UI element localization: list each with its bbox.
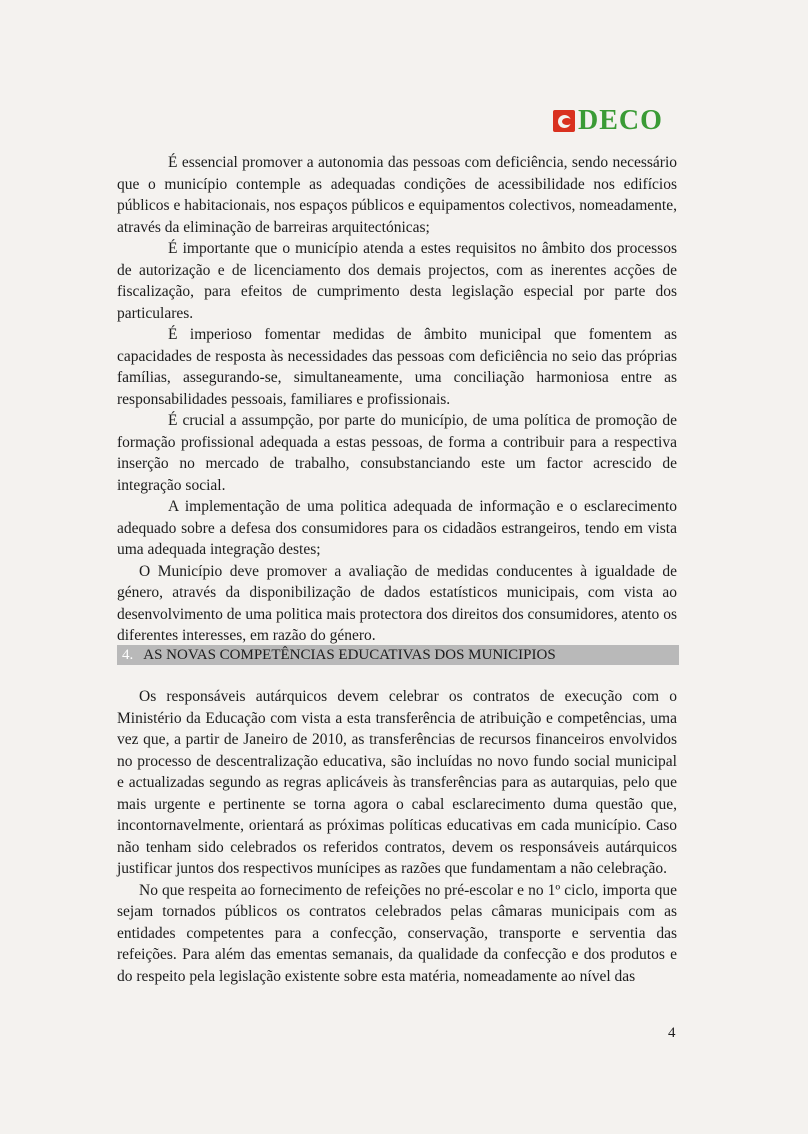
paragraph: No que respeita ao fornecimento de refeições no pré-escolar e no 1º ciclo, importa que sejam tornados públicos os contratos celebrados pelas câmaras municipais com as entidades competentes para a confecção, conservação, transporte e serventia das refeições. Para além das ementas semanais, da qualidade da confecção e dos produtos e do respeito pela legislação existente sobre esta matéria, nomeadamente ao nível das (117, 881, 677, 985)
paragraph: O Município deve promover a avaliação de medidas conducentes à igualdade de género, através da disponibilização de dados estatísticos municipais, com vista ao desenvolvimento de uma politica mais protectora dos direitos dos consumidores, atento os diferentes interesses, em razão do género. (117, 562, 677, 644)
paragraph: Os responsáveis autárquicos devem celebrar os contratos de execução com o Ministério da Educação com vista a esta transferência de atribuição e competências, uma vez que, a partir de Janeiro de 2010, as transferências de recursos financeiros envolvidos no processo de descentralização educativa, são incluídas no novo fundo social municipal e actualizadas segundo as regras aplicáveis às transferências para as autarquias, pelo que mais urgente e pertinente se torna agora o cabal esclarecimento duma questão que, incontornavelmente, orientará as próximas políticas educativas em cada município. Caso não tenham sido celebrados os referidos contratos, devem os responsáveis autárquicos justificar juntos dos respectivos munícipes as razões que fundamentam a não celebração. (117, 688, 677, 877)
section-accessibility-text (117, 152, 677, 647)
deco-logo-text: DECO (578, 105, 663, 136)
paragraph: É importante que o município atenda a estes requisitos no âmbito dos processos de autorização e de licenciamento dos demais projectos, com as inerentes acções de fiscalização, para efeitos de cumprimento desta legislação especial por parte dos particulares. (117, 240, 677, 322)
deco-logo-icon (553, 110, 575, 132)
page-number: 4 (668, 1025, 676, 1041)
section-heading-title: AS NOVAS COMPETÊNCIAS EDUCATIVAS DOS MUNICIPIOS (143, 647, 556, 663)
section-education-text (117, 686, 677, 987)
deco-logo (553, 107, 663, 135)
paragraph: É crucial a assumpção, por parte do município, de uma política de promoção de formação profissional adequada a estas pessoas, de forma a contribuir para a respectiva inserção no mercado de trabalho, consubstanciando este um factor acrescido de integração social. (117, 412, 677, 494)
paragraph: A implementação de uma politica adequada de informação e o esclarecimento adequado sobre a defesa dos consumidores para os cidadãos estrangeiros, tendo em vista uma adequada integração destes; (117, 498, 677, 558)
section-heading-number: 4. (122, 647, 134, 663)
section-heading (117, 645, 679, 665)
paragraph: É imperioso fomentar medidas de âmbito municipal que fomentem as capacidades de resposta às necessidades das pessoas com deficiência no seio das próprias famílias, assegurando-se, simultaneamente, uma conciliação harmoniosa entre as responsabilidades pessoais, familiares e profissionais. (117, 326, 677, 408)
paragraph: É essencial promover a autonomia das pessoas com deficiência, sendo necessário que o município contemple as adequadas condições de acessibilidade nos edifícios públicos e habitacionais, nos espaços públicos e equipamentos colectivos, nomeadamente, através da eliminação de barreiras arquitectónicas; (117, 154, 677, 236)
